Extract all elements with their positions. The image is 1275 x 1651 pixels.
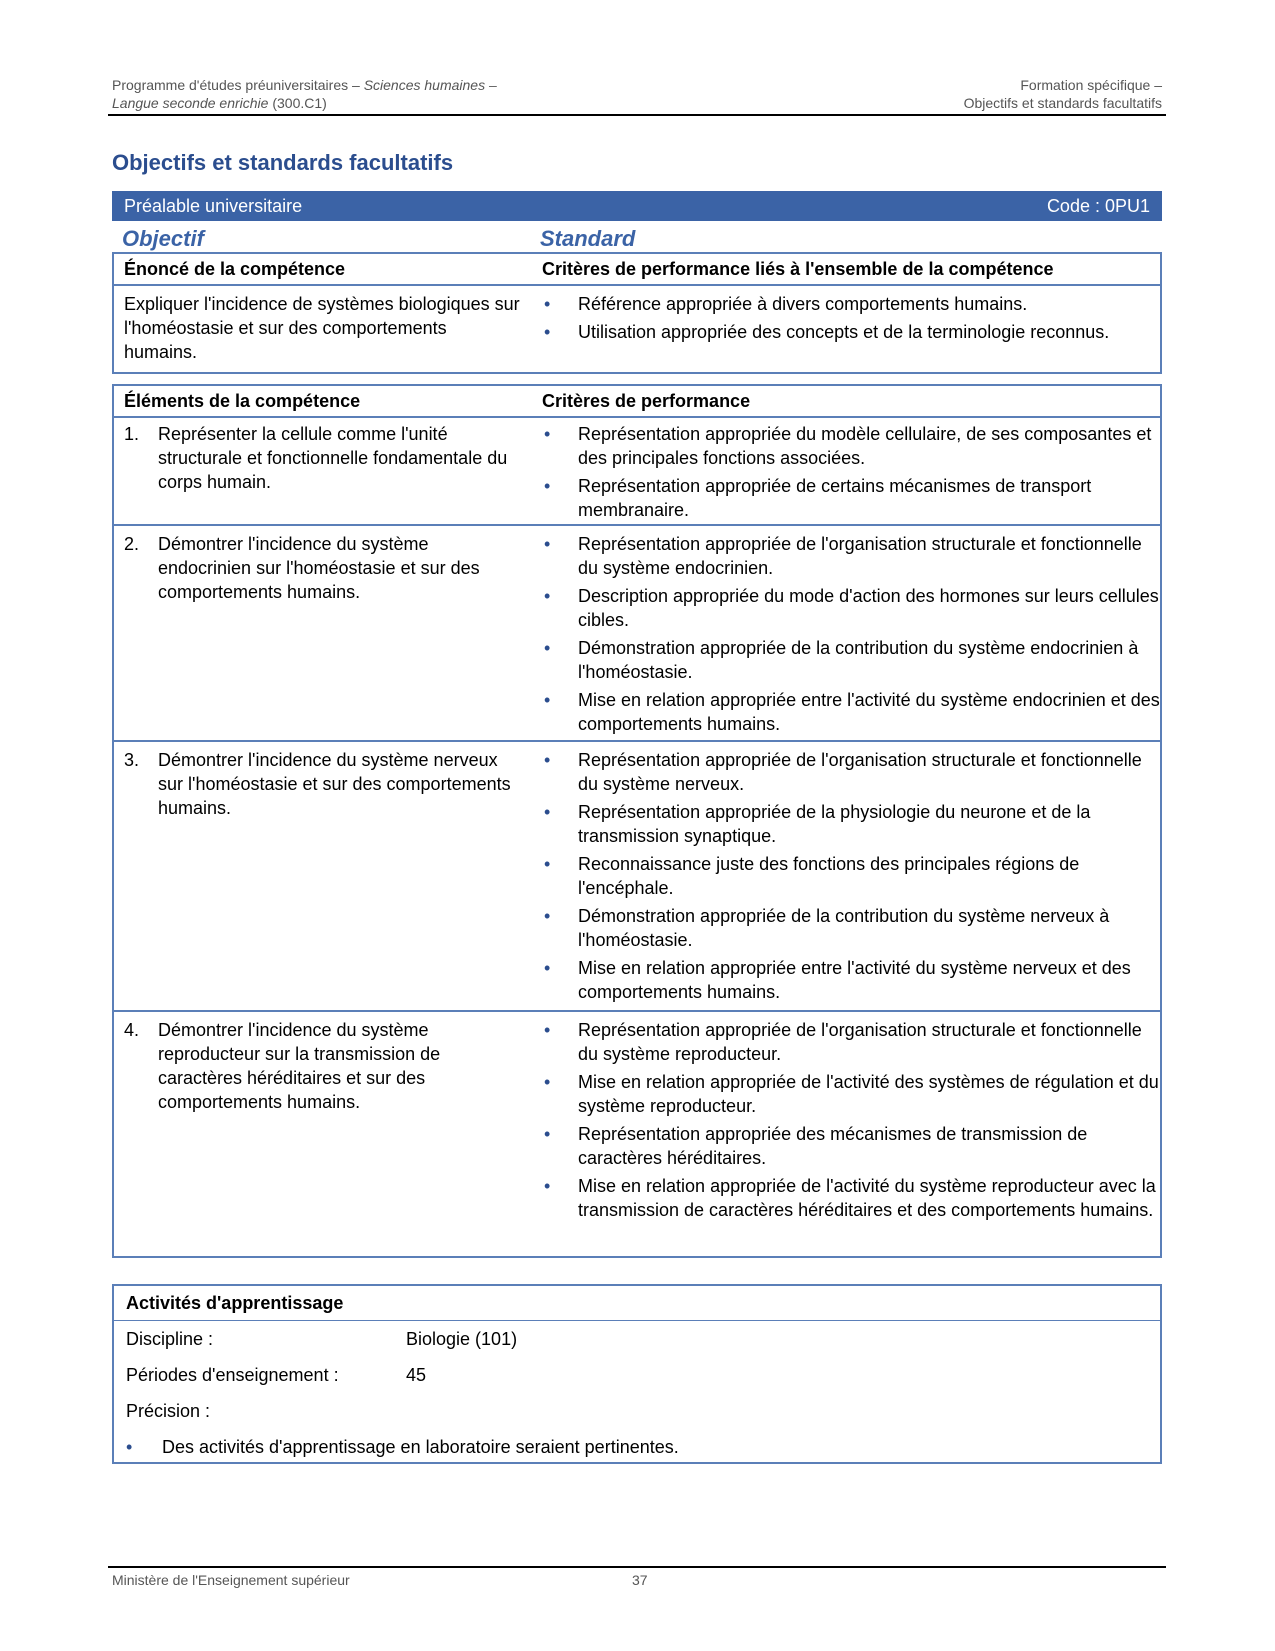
enonce-header: Énoncé de la compétence [124, 258, 346, 279]
enonce-criterion: • Référence appropriée à divers comportements humains. [542, 292, 1160, 316]
header-right-line1: Formation spécifique – [1020, 77, 1162, 93]
element-number: 3. [124, 750, 140, 770]
element-criterion: • Représentation appropriée de certains mécanismes de transport membranaire. [542, 474, 1160, 522]
footer-rule [108, 1566, 1166, 1568]
element-text: Démontrer l'incidence du système reproducteur sur la transmission de caractères héréditaires et sur des comportements humains. [158, 1020, 441, 1112]
periods-label: Périodes d'enseignement : [126, 1364, 339, 1385]
enonce-text: Expliquer l'incidence de systèmes biologiques sur l'homéostasie et sur des comportements humains. [124, 294, 520, 362]
element-text: Démontrer l'incidence du système nerveux sur l'homéostasie et sur des comportements humains. [158, 750, 511, 818]
elements-criteria-header: Critères de performance [542, 390, 751, 411]
header-rule [108, 114, 1166, 116]
element-text: Démontrer l'incidence du système endocrinien sur l'homéostasie et sur des comportements humains. [158, 534, 480, 602]
element-row [114, 742, 1160, 1012]
footer-ministry: Ministère de l'Enseignement supérieur [112, 1572, 350, 1588]
element-criterion: • Démonstration appropriée de la contribution du système nerveux à l'homéostasie. [542, 904, 1160, 952]
elements-header: Éléments de la compétence [124, 390, 361, 411]
header-right-line2: Objectifs et standards facultatifs [963, 95, 1162, 111]
element-row [114, 1012, 1160, 1252]
header-left-line2: Langue seconde enrichie (300.C1) [112, 95, 327, 111]
element-criterion: • Représentation appropriée de l'organisation structurale et fonctionnelle du système nerveux. [542, 748, 1160, 796]
element-text: Représenter la cellule comme l'unité structurale et fonctionnelle fondamentale du corps humain. [158, 424, 508, 492]
activities-note: Des activités d'apprentissage en laboratoire seraient pertinentes. [162, 1436, 679, 1457]
header-left-line1: Programme d'études préuniversitaires – Sciences humaines – [112, 77, 497, 93]
element-criterion: • Représentation appropriée de l'organisation structurale et fonctionnelle du système endocrinien. [542, 532, 1160, 580]
enonce-criterion: • Utilisation appropriée des concepts et de la terminologie reconnus. [542, 320, 1160, 344]
bullet-icon: • [126, 1436, 133, 1457]
footer [112, 1572, 648, 1588]
running-header [112, 76, 1162, 112]
element-criterion: • Représentation appropriée des mécanismes de transmission de caractères héréditaires. [542, 1122, 1160, 1170]
activities-title: Activités d'apprentissage [114, 1286, 1160, 1321]
discipline-label: Discipline : [126, 1328, 214, 1349]
element-criterion: • Reconnaissance juste des fonctions des principales régions de l'encéphale. [542, 852, 1160, 900]
enonce-table [112, 252, 1162, 374]
discipline-value: Biologie (101) [406, 1328, 518, 1349]
element-row [114, 418, 1160, 526]
activities-box [112, 1284, 1162, 1464]
element-number: 2. [124, 534, 140, 554]
enonce-criteria-header: Critères de performance liés à l'ensemble de la compétence [542, 258, 1054, 279]
course-code: Code : 0PU1 [1046, 195, 1150, 216]
element-criterion: • Démonstration appropriée de la contribution du système endocrinien à l'homéostasie. [542, 636, 1160, 684]
page-title: Objectifs et standards facultatifs [112, 150, 454, 175]
element-row [114, 526, 1160, 742]
element-criterion: • Représentation appropriée de la physiologie du neurone et de la transmission synaptique. [542, 800, 1160, 848]
element-criterion: • Description appropriée du mode d'action des hormones sur leurs cellules cibles. [542, 584, 1160, 632]
element-criterion: • Mise en relation appropriée de l'activité des systèmes de régulation et du système reproducteur. [542, 1070, 1160, 1118]
element-criterion: • Mise en relation appropriée de l'activité du système reproducteur avec la transmission de caractères héréditaires et des comportements humains. [542, 1174, 1160, 1222]
element-criterion: • Représentation appropriée de l'organisation structurale et fonctionnelle du système reproducteur. [542, 1018, 1160, 1066]
standard-heading: Standard [540, 226, 636, 251]
element-criterion: • Représentation appropriée du modèle cellulaire, de ses composantes et des principales fonctions associées. [542, 422, 1160, 470]
page-number: 37 [632, 1572, 648, 1588]
element-criterion: • Mise en relation appropriée entre l'activité du système endocrinien et des comportements humains. [542, 688, 1160, 736]
precision-label: Précision : [126, 1400, 211, 1421]
element-criterion: • Mise en relation appropriée entre l'activité du système nerveux et des comportements humains. [542, 956, 1160, 1004]
elements-table [112, 384, 1162, 1258]
objectif-heading: Objectif [122, 226, 204, 251]
element-number: 4. [124, 1020, 140, 1040]
course-bar-label: Préalable universitaire [124, 195, 303, 216]
element-number: 1. [124, 424, 140, 444]
course-bar [112, 191, 1162, 221]
periods-value: 45 [406, 1364, 427, 1385]
